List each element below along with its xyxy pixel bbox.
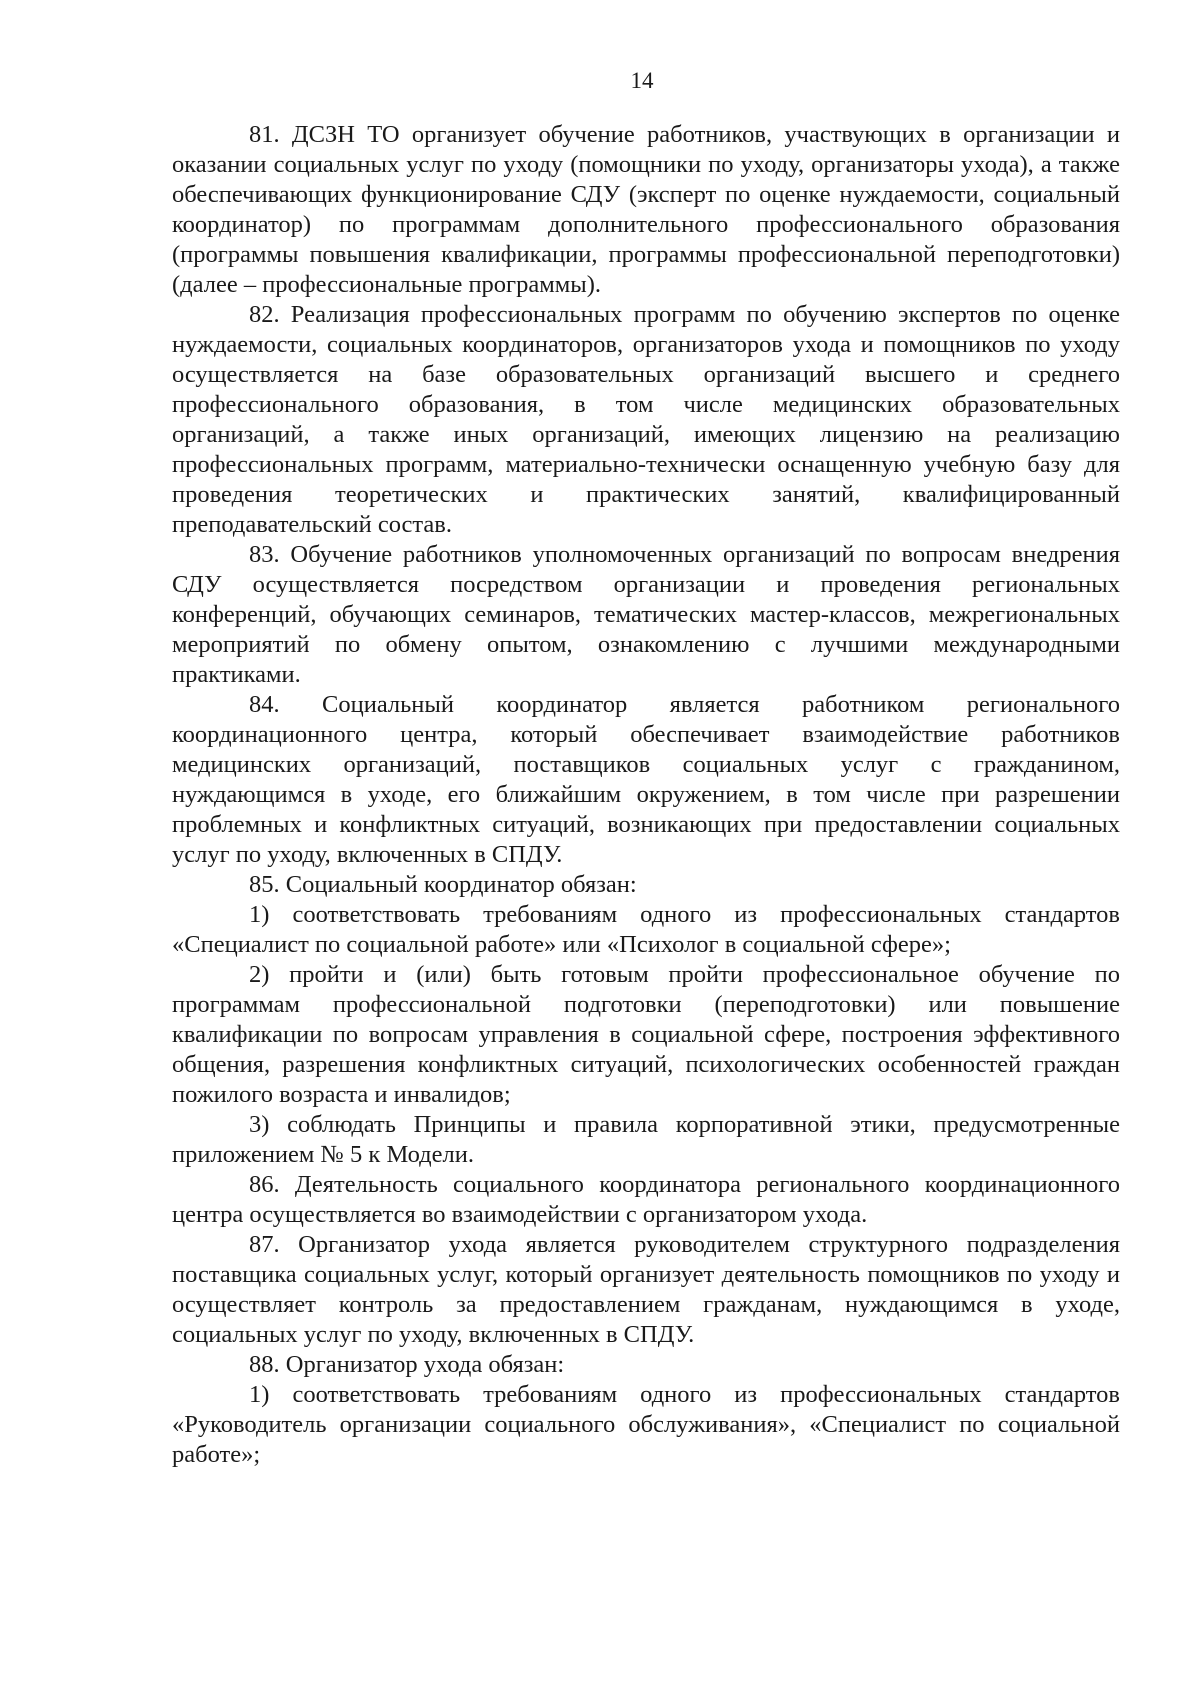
page-number: 14	[630, 68, 654, 93]
paragraph-81: 81. ДСЗН ТО организует обучение работников, участвующих в организации и оказании социальных услуг по уходу (помощники по уходу, организаторы ухода), а также обеспечивающих функционирование СДУ (эксперт по оценке нуждаемости, социальный координатор) по программам дополнительного профессионального образования (программы повышения квалификации, программы профессиональной переподготовки) (далее – профессиональные программы).	[172, 121, 1120, 298]
paragraph-88: 88. Организатор ухода обязан:	[249, 1351, 565, 1378]
paragraph-85: 85. Социальный координатор обязан:	[249, 871, 637, 898]
paragraph-85-item-2: 2) пройти и (или) быть готовым пройти профессиональное обучение по программам профессиональной подготовки (переподготовки) или повышение квалификации по вопросам управления в социальной сфере, построения эффективного общения, разрешения конфликтных ситуаций, психологических особенностей граждан пожилого возраста и инвалидов;	[172, 961, 1120, 1108]
paragraph-85-item-3: 3) соблюдать Принципы и правила корпоративной этики, предусмотренные приложением № 5 к Модели.	[172, 1111, 1120, 1168]
paragraph-88-item-1: 1) соответствовать требованиям одного из профессиональных стандартов «Руководитель организации социального обслуживания», «Специалист по социальной работе»;	[172, 1381, 1120, 1468]
paragraph-85-item-1: 1) соответствовать требованиям одного из профессиональных стандартов «Специалист по социальной работе» или «Психолог в социальной сфере»;	[172, 901, 1120, 958]
paragraph-82: 82. Реализация профессиональных программ по обучению экспертов по оценке нуждаемости, социальных координаторов, организаторов ухода и помощников по уходу осуществляется на базе образовательных организаций высшего и среднего профессионального образования, в том числе медицинских образовательных организаций, а также иных организаций, имеющих лицензию на реализацию профессиональных программ, материально-технически оснащенную учебную базу для проведения теоретических и практических занятий, квалифицированный преподавательский состав.	[172, 301, 1120, 538]
paragraph-83: 83. Обучение работников уполномоченных организаций по вопросам внедрения СДУ осуществляется посредством организации и проведения региональных конференций, обучающих семинаров, тематических мастер-классов, межрегиональных мероприятий по обмену опытом, ознакомлению с лучшими международными практиками.	[172, 541, 1120, 688]
paragraph-86: 86. Деятельность социального координатора регионального координационного центра осуществляется во взаимодействии с организатором ухода.	[172, 1171, 1120, 1228]
paragraph-87: 87. Организатор ухода является руководителем структурного подразделения поставщика социальных услуг, который организует деятельность помощников по уходу и осуществляет контроль за предоставлением гражданам, нуждающимся в уходе, социальных услуг по уходу, включенных в СПДУ.	[172, 1231, 1120, 1348]
document-body	[172, 120, 1120, 1470]
paragraph-84: 84. Социальный координатор является работником регионального координационного центра, который обеспечивает взаимодействие работников медицинских организаций, поставщиков социальных услуг с гражданином, нуждающимся в уходе, его ближайшим окружением, в том числе при разрешении проблемных и конфликтных ситуаций, возникающих при предоставлении социальных услуг по уходу, включенных в СПДУ.	[172, 691, 1120, 868]
